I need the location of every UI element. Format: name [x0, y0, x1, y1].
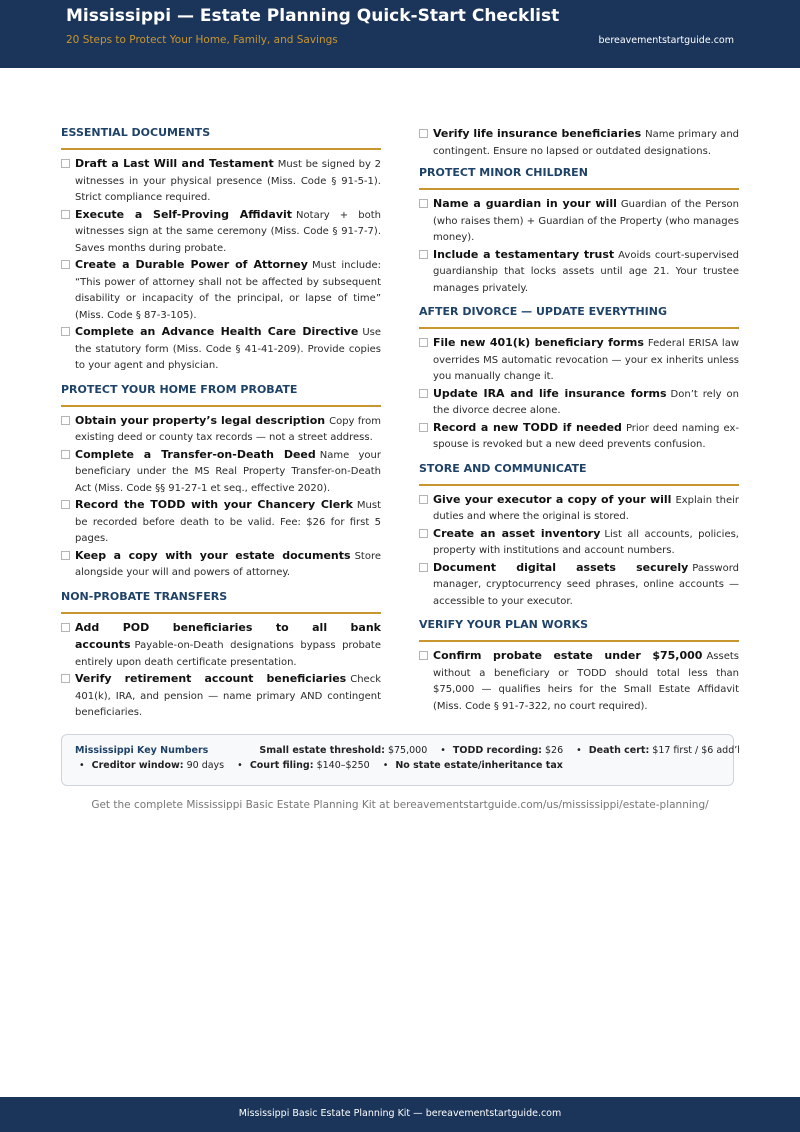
checklist-item — [419, 386, 739, 420]
item-text: Prior deed naming ex-spouse is revoked but a new deed prevents confusion. — [433, 422, 739, 450]
checkbox[interactable] — [61, 623, 70, 632]
checklist-item — [419, 335, 739, 386]
checkbox[interactable] — [61, 327, 70, 336]
checkbox[interactable] — [61, 210, 70, 219]
section-after-divorce — [419, 305, 739, 454]
checklist-item — [419, 420, 739, 454]
bullet-separator: • — [440, 745, 446, 756]
checklist-item — [419, 526, 739, 560]
checkbox[interactable] — [419, 423, 428, 432]
checklist-item — [61, 413, 381, 447]
checkbox[interactable] — [419, 129, 428, 138]
bullet-separator: • — [79, 760, 85, 771]
item-title: Verify retirement account beneficiaries — [75, 672, 347, 685]
todd-value: $26 — [544, 745, 564, 756]
item-text: Name primary and contingent. Ensure no lapsed or outdated designations. — [433, 129, 739, 157]
checklist-item — [419, 126, 739, 160]
small-estate-label: Small estate threshold: — [259, 745, 385, 756]
checkbox[interactable] — [61, 159, 70, 168]
item-title: Record a new TODD if needed — [433, 420, 622, 434]
checkbox[interactable] — [61, 500, 70, 509]
cta-link[interactable]: Get the complete Mississippi Basic Estate Planning Kit at bereavementstartguide.com/us/mississippi/estate-planning/ — [91, 799, 709, 811]
item-text: Explain their duties and where the original is stored. — [433, 494, 739, 522]
bullet-separator: • — [237, 760, 243, 771]
checklist-item — [61, 671, 381, 722]
page-subtitle: 20 Steps to Protect Your Home, Family, and Savings — [66, 34, 338, 46]
section-title: AFTER DIVORCE — UPDATE EVERYTHING — [419, 305, 739, 329]
item-title: Give your executor a copy of your will — [433, 492, 672, 506]
item-title: Document digital assets securely — [433, 560, 689, 574]
creditor-label: Creditor window: — [91, 760, 184, 771]
item-text: List all accounts, policies, property with institutions and account numbers. — [433, 528, 739, 556]
section-non-probate — [61, 590, 381, 722]
item-title: Add POD beneficiaries to all bank accounts — [75, 620, 381, 651]
item-text: Use the statutory form (Miss. Code § 41-41-209). Provide copies to your agent and physician. — [75, 327, 381, 371]
section-title: STORE AND COMMUNICATE — [419, 462, 739, 486]
item-title: Include a testamentary trust — [433, 247, 615, 261]
left-column — [61, 126, 381, 730]
death-cert-value: $17 first / $6 add’l — [652, 745, 740, 756]
checkbox[interactable] — [419, 495, 428, 504]
item-text: Payable-on-Death designations bypass probate entirely upon death certificate presentation. — [75, 640, 381, 668]
checkbox[interactable] — [419, 389, 428, 398]
section-title: PROTECT MINOR CHILDREN — [419, 166, 739, 190]
item-text: Notary + both witnesses sign at the same ceremony (Miss. Code § 91-7-7). Saves months during probate. — [75, 209, 381, 254]
checkbox[interactable] — [419, 563, 428, 572]
checkbox[interactable] — [61, 450, 70, 459]
checklist-item — [419, 560, 739, 611]
checkbox[interactable] — [419, 529, 428, 538]
item-text: Federal ERISA law overrides MS automatic revocation — your ex inherits unless you manually change it. — [433, 338, 739, 382]
item-title: Complete a Transfer-on-Death Deed — [75, 447, 316, 461]
checkbox[interactable] — [419, 338, 428, 347]
todd-label: TODD recording: — [452, 745, 542, 756]
section-title: NON-PROBATE TRANSFERS — [61, 590, 381, 614]
section-essential-documents — [61, 126, 381, 375]
small-estate-value: $75,000 — [387, 745, 428, 756]
section-title: PROTECT YOUR HOME FROM PROBATE — [61, 383, 381, 407]
key-numbers-box — [61, 734, 740, 786]
footer-bar — [0, 1097, 800, 1132]
item-text: Must be signed by 2 witnesses in your physical presence (Miss. Code § 91-5-1). Strict compliance required. — [75, 159, 381, 203]
item-title: Execute a Self-Proving Affidavit — [75, 207, 293, 221]
section-verify-plan — [419, 618, 739, 715]
item-text: Password manager, cryptocurrency seed phrases, online accounts — accessible to your executor. — [433, 562, 739, 607]
checkbox[interactable] — [419, 250, 428, 259]
checklist-item — [61, 207, 381, 258]
item-title: Record the TODD with your Chancery Clerk — [75, 498, 353, 511]
item-text: Must include: “This power of attorney shall not be affected by subsequent disability or incapacity of the principal, or lapse of time” (Miss. Code § 87-3-105). — [75, 260, 382, 321]
item-title: Verify life insurance beneficiaries — [433, 127, 642, 140]
checkbox[interactable] — [61, 260, 70, 269]
death-cert-label: Death cert: — [588, 745, 650, 756]
item-text: Name your beneficiary under the MS Real Property Transfer-on-Death Act (Miss. Code §§ 91-27-1 et seq., effective 2020). — [75, 449, 381, 494]
item-text: Copy from existing deed or county tax records — not a street address. — [75, 415, 381, 443]
checklist-item — [61, 156, 381, 207]
section-protect-home — [61, 383, 381, 582]
checklist-item — [419, 492, 739, 526]
checkbox[interactable] — [419, 651, 428, 660]
key-numbers-row — [75, 760, 563, 771]
footer-text: Mississippi Basic Estate Planning Kit — bereavementstartguide.com — [238, 1108, 562, 1119]
bullet-separator: • — [382, 760, 389, 771]
key-numbers-row — [75, 745, 746, 756]
checkbox[interactable] — [61, 416, 70, 425]
item-text: Guardian of the Person (who raises them) + Guardian of the Property (who manages money). — [433, 199, 739, 243]
checklist-item — [61, 548, 381, 582]
checkbox[interactable] — [419, 199, 428, 208]
item-title: Name a guardian in your will — [433, 197, 617, 210]
checklist-item — [61, 620, 381, 672]
key-numbers-title: Mississippi Key Numbers — [75, 745, 209, 756]
court-filing-value: $140–$250 — [316, 760, 370, 771]
section-title: VERIFY YOUR PLAN WORKS — [419, 618, 739, 642]
checklist-item — [419, 247, 739, 298]
checklist-item — [419, 196, 739, 247]
header-site-link[interactable]: bereavementstartguide.com — [598, 35, 734, 46]
creditor-value: 90 days — [186, 760, 225, 771]
checklist-item — [61, 257, 381, 324]
no-state-tax-note: No state estate/inheritance tax — [395, 760, 563, 771]
item-title: Draft a Last Will and Testament — [75, 157, 274, 170]
page-title: Mississippi — Estate Planning Quick-Start Checklist — [66, 6, 560, 26]
item-title: Update IRA and life insurance forms — [433, 386, 667, 400]
item-text: Assets without a beneficiary or TODD should total less than $75,000 — qualifies heirs for the Small Estate Affidavit (Miss. Code § 91-7-322, no court required). — [433, 651, 739, 712]
bullet-separator: • — [576, 745, 582, 756]
right-column — [419, 126, 739, 723]
section-title: ESSENTIAL DOCUMENTS — [61, 126, 381, 150]
section-store-communicate — [419, 462, 739, 611]
checklist-item — [61, 447, 381, 498]
checklist-item — [419, 648, 739, 715]
item-text: Check 401(k), IRA, and pension — name primary AND contingent beneficiaries. — [75, 674, 381, 718]
checklist-item — [61, 324, 381, 375]
item-text: Don’t rely on the divorce decree alone. — [433, 388, 739, 416]
item-text: Store alongside your will and powers of attorney. — [75, 550, 381, 578]
item-text: Avoids court-supervised guardianship that locks assets until age 21. Your trustee manages privately. — [433, 249, 739, 294]
item-title: Keep a copy with your estate documents — [75, 548, 351, 562]
item-title: Create an asset inventory — [433, 526, 601, 540]
court-filing-label: Court filing: — [249, 760, 314, 771]
header-bar — [0, 0, 800, 68]
item-text: Must be recorded before death to be valid. Fee: $26 for first 5 pages. — [75, 500, 381, 544]
checklist-item — [61, 497, 381, 548]
checkbox[interactable] — [61, 674, 70, 683]
checkbox[interactable] — [61, 551, 70, 560]
item-title: Obtain your property’s legal description — [75, 413, 326, 427]
item-title: Create a Durable Power of Attorney — [75, 258, 308, 271]
item-title: File new 401(k) beneficiary forms — [433, 336, 644, 349]
item-title: Confirm probate estate under $75,000 — [433, 649, 703, 662]
section-minor-children — [419, 166, 739, 297]
item-title: Complete an Advance Health Care Directive — [75, 325, 359, 338]
